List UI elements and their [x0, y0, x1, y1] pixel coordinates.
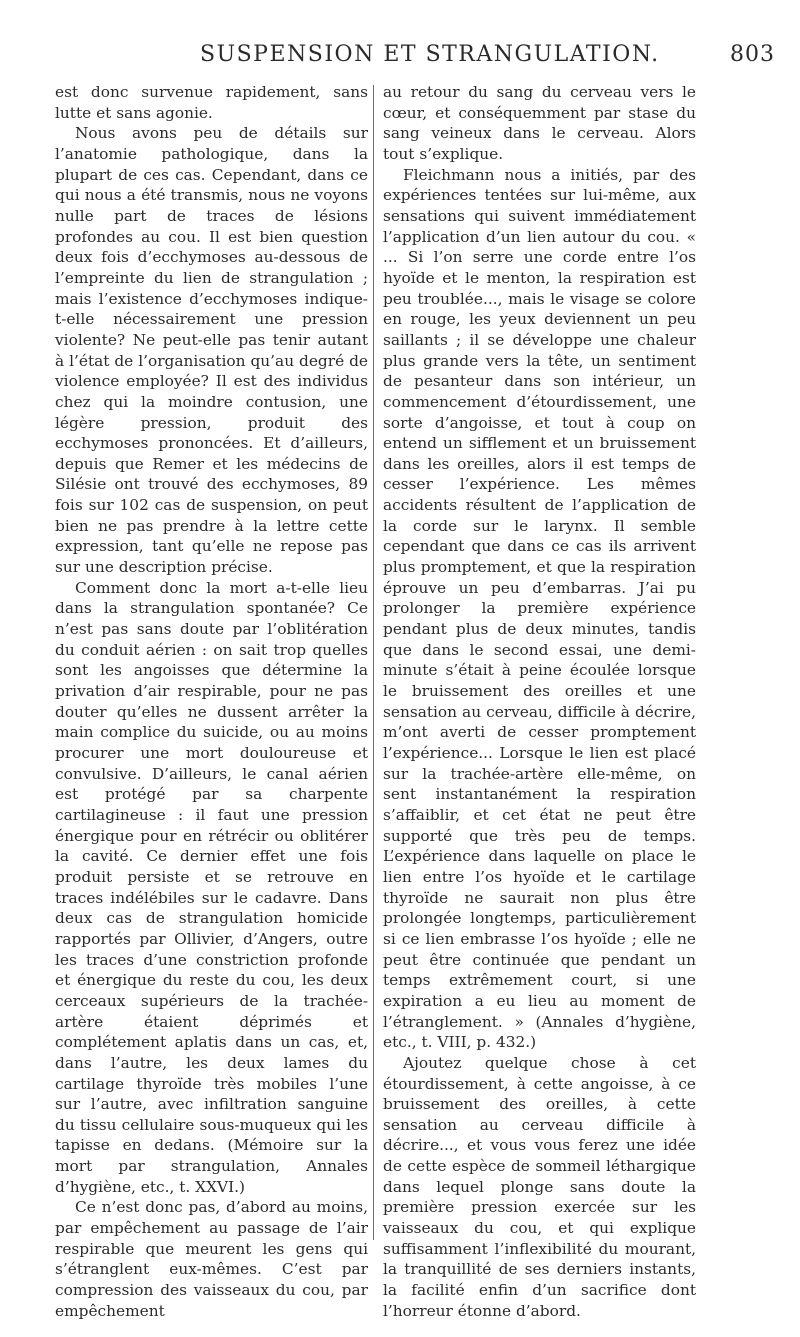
paragraph: Ce n’est donc pas, d’abord au moins, par empêchement au passage de l’air respirable que meurent les gens qui s’étranglent eux-mêmes. C’est par compression des vaisseaux du cou, par empêchement [55, 1198, 368, 1320]
page-number: 803 [730, 42, 775, 67]
right-column [383, 82, 696, 1321]
paragraph: Comment donc la mort a-t-elle lieu dans la strangulation spontanée? Ce n’est pas sans doute par l’oblitération du conduit aérien : on sait trop quelles sont les angoisses que détermine la privation d’air respirable, pour ne pas douter qu’elles ne dussent arrêter la main complice du suicide, ou au moins procurer une mort douloureuse et convulsive. D’ailleurs, le canal aérien est protégé par sa charpente cartilagineuse : il faut une pression énergique pour en rétrécir ou oblitérer la cavité. Ce dernier effet une fois produit persiste et se retrouve en traces indélébiles sur le cadavre. Dans deux cas de strangulation homicide rapportés par Ollivier, d’Angers, outre les traces d’une constriction profonde et énergique du reste du cou, les deux cerceaux supérieurs de la trachée-artère étaient déprimés et complétement aplatis dans un cas, et, dans l’autre, les deux lames du cartilage thyroïde très mobiles l’une sur l’autre, avec infiltration sanguine du tissu cellulaire sous-muqueux qui les tapisse en dedans. (Mémoire sur la mort par strangulation, Annales d’hygiène, etc., t. XXVI.) [55, 578, 368, 1196]
paragraph: au retour du sang du cerveau vers le cœur, et conséquemment par stase du sang veineux dans le cerveau. Alors tout s’explique. [383, 83, 696, 163]
running-title: SUSPENSION ET STRANGULATION. [200, 42, 660, 67]
paragraph: Fleichmann nous a initiés, par des expériences tentées sur lui-même, aux sensations qui suivent immédiatement l’application d’un lien autour du cou. « ... Si l’on serre une corde entre l’os hyoïde et le menton, la respiration est peu troublée..., mais le visage se colore en rouge, les yeux deviennent un peu saillants ; il se développe une chaleur plus grande vers la tête, un sentiment de pesanteur dans son intérieur, un commencement d’étourdissement, une sorte d’angoisse, et tout à coup on entend un sifflement et un bruissement dans les oreilles, alors il est temps de cesser l’expérience. Les mêmes accidents résultent de l’application de la corde sur le larynx. Il semble cependant que dans ce cas ils arrivent plus promptement, et que la respiration éprouve un peu d’embarras. J’ai pu prolonger la première expérience pendant plus de deux minutes, tandis que dans le second essai, une demi-minute s’était à peine écoulée lorsque le bruissement des oreilles et une sensation au cerveau, difficile à décrire, m’ont averti de cesser promptement l’expérience... Lorsque le lien est placé sur la trachée-artère elle-même, on sent instantanément la respiration s’affaiblir, et cet état ne peut être supporté que très peu de temps. L’expérience dans laquelle on place le lien entre l’os hyoïde et le cartilage thyroïde ne saurait non plus être prolongée longtemps, particulièrement si ce lien embrasse l’os hyoïde ; elle ne peut être continuée que pendant un temps extrêmement court, si une expiration a eu lieu au moment de l’étranglement. » (Annales d’hygiène, etc., t. VIII, p. 432.) [383, 165, 696, 1052]
column-divider [373, 85, 374, 1240]
left-column [55, 82, 368, 1321]
paragraph: est donc survenue rapidement, sans lutte et sans agonie. [55, 83, 368, 122]
paragraph: Ajoutez quelque chose à cet étourdissement, à cette angoisse, à ce bruissement des oreilles, à cette sensation au cerveau difficile à décrire..., et vous vous ferez une idée de cette espèce de sommeil léthargique dans lequel plonge sans doute la première pression exercée sur les vaisseaux du cou, et qui explique suffisamment l’inflexibilité du mourant, la tranquillité de ses derniers instants, la facilité enfin d’un sacrifice dont l’horreur étonne d’abord. [383, 1053, 696, 1320]
running-head [0, 42, 800, 72]
paragraph: Nous avons peu de détails sur l’anatomie pathologique, dans la plupart de ces cas. Cependant, dans ce qui nous a été transmis, nous ne voyons nulle part de traces de lésions profondes au cou. Il est bien question deux fois d’ecchymoses au-dessous de l’empreinte du lien de strangulation ; mais l’existence d’ecchymoses indique-t-elle nécessairement une pression violente? Ne peut-elle pas tenir autant à l’état de l’organisation qu’au degré de violence employée? Il est des individus chez qui la moindre contusion, une légère pression, produit des ecchymoses prononcées. Et d’ailleurs, depuis que Remer et les médecins de Silésie ont trouvé des ecchymoses, 89 fois sur 102 cas de suspension, on peut bien ne pas prendre à la lettre cette expression, tant qu’elle ne repose pas sur une description précise. [55, 124, 368, 577]
